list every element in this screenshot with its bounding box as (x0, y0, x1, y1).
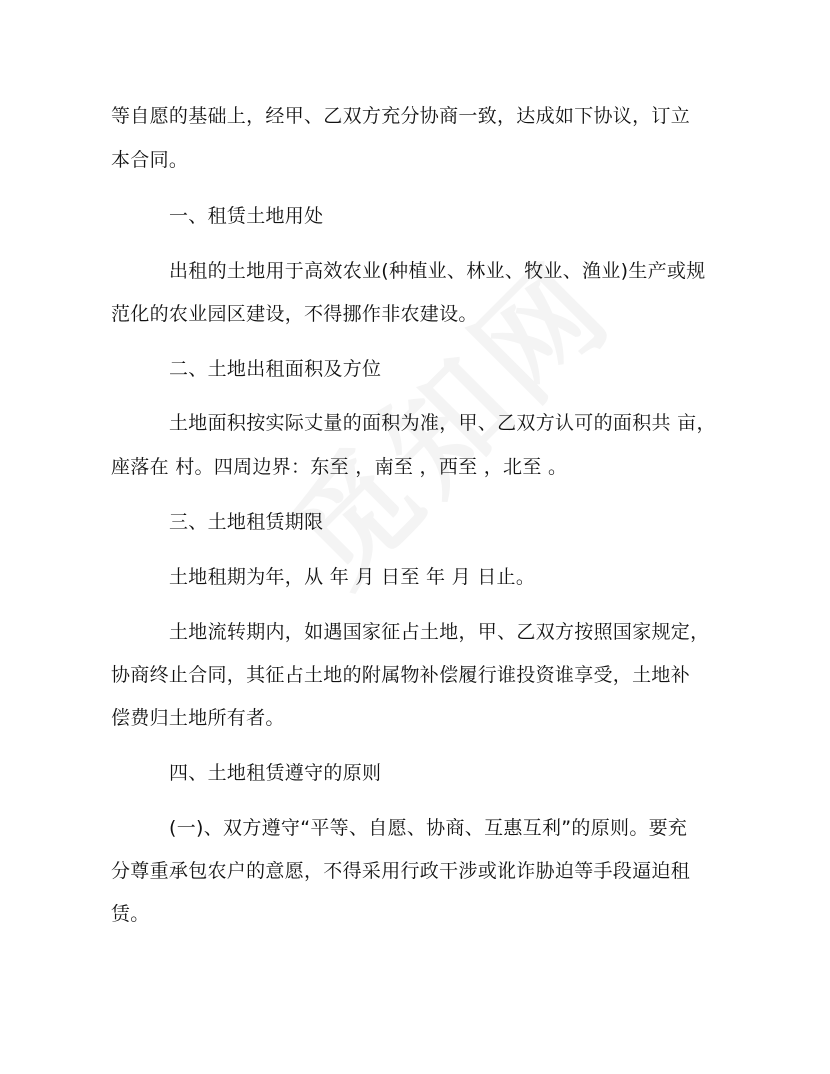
paragraph-line: 偿费归土地所有者。 (111, 707, 285, 729)
paragraph-line: 本合同。 (111, 149, 189, 171)
section-heading: 四、土地租赁遵守的原则 (169, 762, 382, 784)
paragraph-line: 土地租期为年，从 年 月 日至 年 月 日止。 (169, 566, 536, 588)
paragraph-line: 赁。 (111, 903, 150, 925)
paragraph-line: 等自愿的基础上，经甲、乙双方充分协商一致，达成如下协议，订立 (111, 105, 691, 127)
section-heading: 一、租赁土地用处 (169, 205, 324, 227)
paragraph-line: (一)、双方遵守“平等、自愿、协商、互惠互利”的原则。要充 (169, 817, 688, 839)
section-heading: 二、土地出租面积及方位 (169, 358, 382, 380)
paragraph-line: 出租的土地用于高效农业(种植业、林业、牧业、渔业)生产或规 (169, 260, 706, 282)
paragraph-line: 土地流转期内，如遇国家征占土地，甲、乙双方按照国家规定， (169, 621, 710, 643)
paragraph-line: 协商终止合同，其征占土地的附属物补偿履行谁投资谁享受，土地补 (111, 664, 691, 686)
paragraph-line: 座落在 村。四周边界：东至 ，南至 ，西至 ，北至 。 (111, 456, 568, 478)
paragraph-line: 土地面积按实际丈量的面积为准，甲、乙双方认可的面积共 亩， (169, 412, 716, 434)
paragraph-line: 分尊重承包农户的意愿，不得采用行政干涉或讹诈胁迫等手段逼迫租 (111, 860, 691, 882)
paragraph-line: 范化的农业园区建设，不得挪作非农建设。 (111, 303, 478, 325)
section-heading: 三、土地租赁期限 (169, 511, 324, 533)
